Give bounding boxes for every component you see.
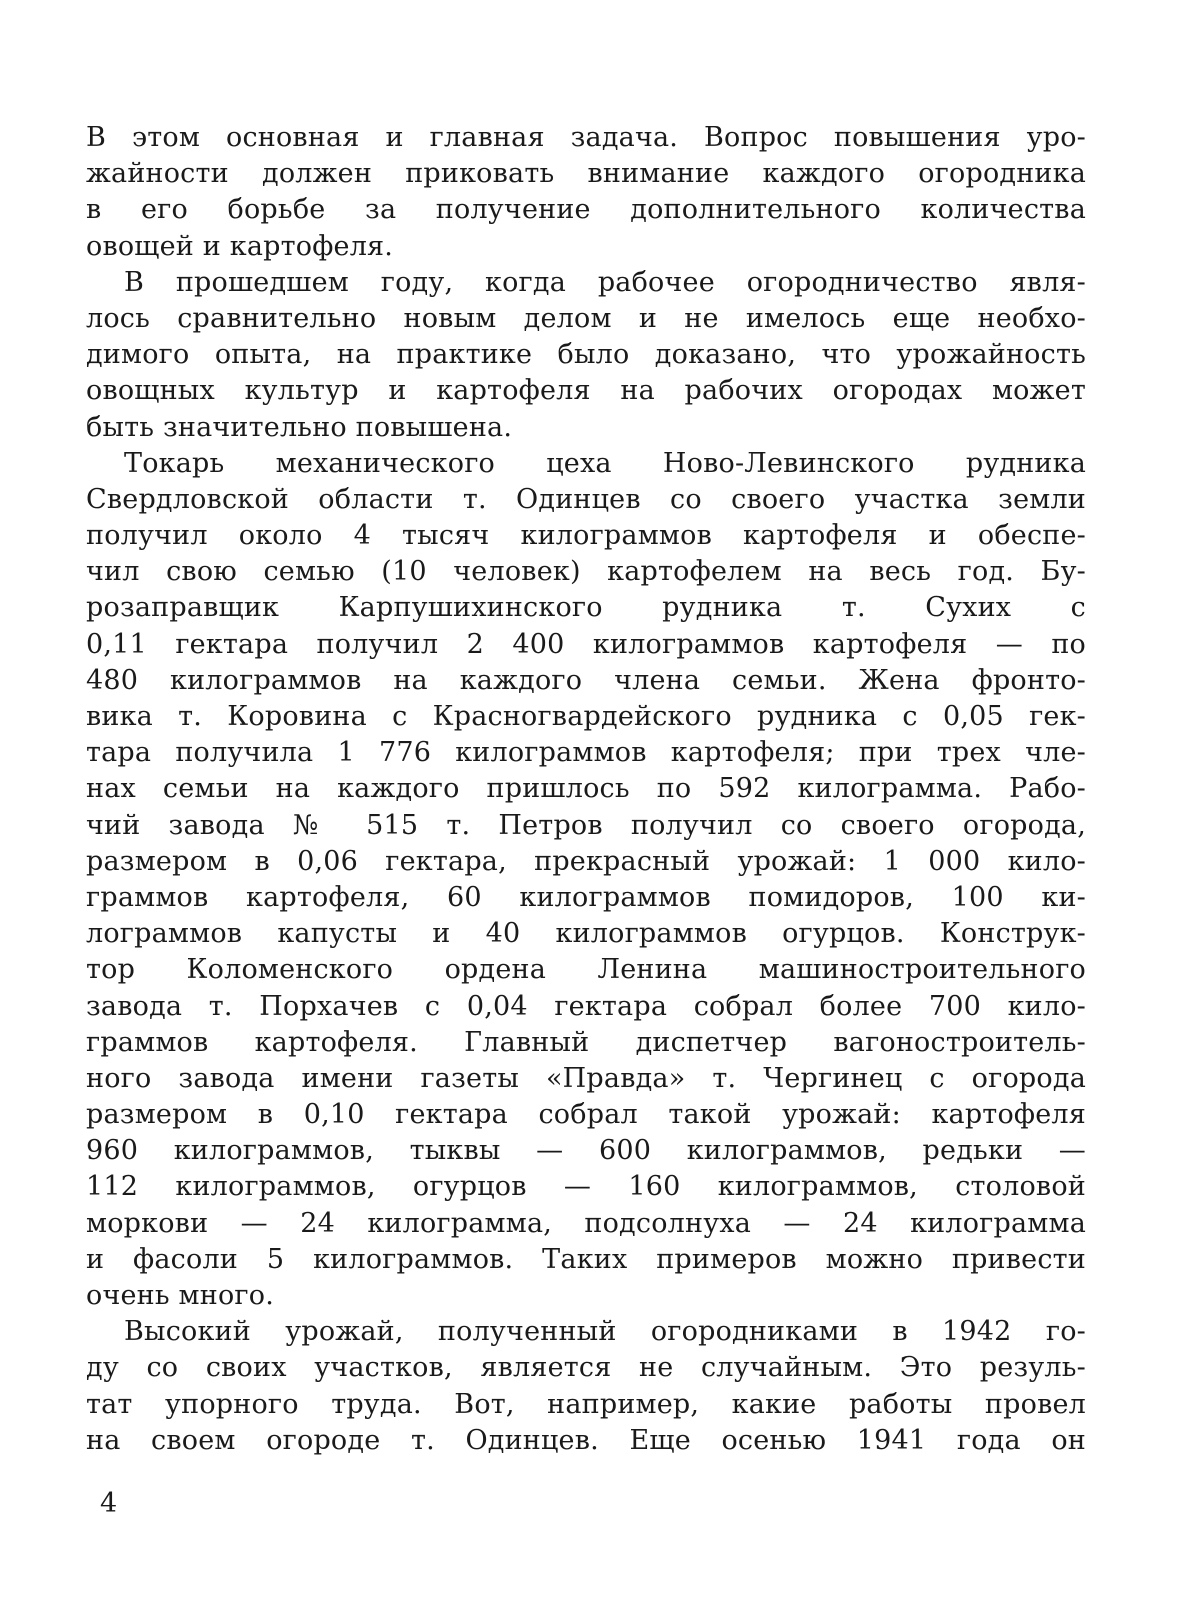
text-line: ду со своих участков, является не случайным. Это резуль- <box>86 1352 1086 1384</box>
text-line: и фасоли 5 килограммов. Таких примеров можно привести <box>86 1243 1086 1275</box>
text-line: граммов картофеля, 60 килограммов помидоров, 100 ки- <box>86 881 1086 913</box>
text-line: 480 килограммов на каждого члена семьи. Жена фронто- <box>86 664 1086 696</box>
text-line: на своем огороде т. Одинцев. Еще осенью 1941 года он <box>86 1424 1086 1456</box>
text-line: 0,11 гектара получил 2 400 килограммов картофеля — по <box>86 628 1086 660</box>
text-line: В прошедшем году, когда рабочее огородничество явля- <box>124 266 1086 298</box>
text-line: Свердловской области т. Одинцев со своего участка земли <box>86 483 1086 515</box>
text-line: в его борьбе за получение дополнительного количества <box>86 194 1086 226</box>
text-line: овощей и картофеля. <box>86 230 394 262</box>
text-line: быть значительно повышена. <box>86 411 513 443</box>
text-line: Токарь механического цеха Ново-Левинского рудника <box>124 447 1086 479</box>
text-line: жайности должен приковать внимание каждого огородника <box>86 158 1086 190</box>
text-line: тат упорного труда. Вот, например, какие работы провел <box>86 1388 1086 1420</box>
body-text <box>86 120 1086 1459</box>
text-line: завода т. Порхачев с 0,04 гектара собрал более 700 кило- <box>86 990 1086 1022</box>
text-line: 112 килограммов, огурцов — 160 килограммов, столовой <box>86 1171 1086 1203</box>
text-line: тара получила 1 776 килограммов картофеля; при трех чле- <box>86 737 1086 769</box>
text-line: ного завода имени газеты «Правда» т. Чергинец с огорода <box>86 1062 1086 1094</box>
page-number: 4 <box>100 1488 118 1519</box>
text-line: очень много. <box>86 1280 274 1311</box>
text-line: размером в 0,10 гектара собрал такой урожай: картофеля <box>86 1099 1086 1131</box>
text-line: 960 килограммов, тыквы — 600 килограммов, редьки — <box>86 1135 1086 1167</box>
text-line: моркови — 24 килограмма, подсолнуха — 24 килограмма <box>86 1207 1086 1239</box>
text-line: чил свою семью (10 человек) картофелем на весь год. Бу- <box>86 556 1086 588</box>
text-line: размером в 0,06 гектара, прекрасный урожай: 1 000 кило- <box>86 845 1086 877</box>
text-line: получил около 4 тысяч килограммов картофеля и обеспе- <box>86 520 1086 552</box>
text-line: лось сравнительно новым делом и не имелось еще необхо- <box>86 302 1086 334</box>
text-line: овощных культур и картофеля на рабочих огородах может <box>86 375 1086 407</box>
text-line: розаправщик Карпушихинского рудника т. Сухих с <box>86 592 1086 624</box>
text-line: тор Коломенского ордена Ленина машиностроительного <box>86 954 1086 986</box>
text-line: Высокий урожай, полученный огородниками в 1942 го- <box>124 1316 1086 1348</box>
text-line: димого опыта, на практике было доказано, что урожайность <box>86 339 1086 371</box>
text-line: вика т. Коровина с Красногвардейского рудника с 0,05 гек- <box>86 701 1086 732</box>
text-line: нах семьи на каждого пришлось по 592 килограмма. Рабо- <box>86 773 1086 805</box>
text-line: граммов картофеля. Главный диспетчер вагоностроитель- <box>86 1026 1086 1058</box>
text-line: лограммов капусты и 40 килограммов огурцов. Конструк- <box>86 918 1086 950</box>
text-line: чий завода № 515 т. Петров получил со своего огорода, <box>86 809 1086 841</box>
text-line: В этом основная и главная задача. Вопрос повышения уро- <box>86 122 1086 153</box>
